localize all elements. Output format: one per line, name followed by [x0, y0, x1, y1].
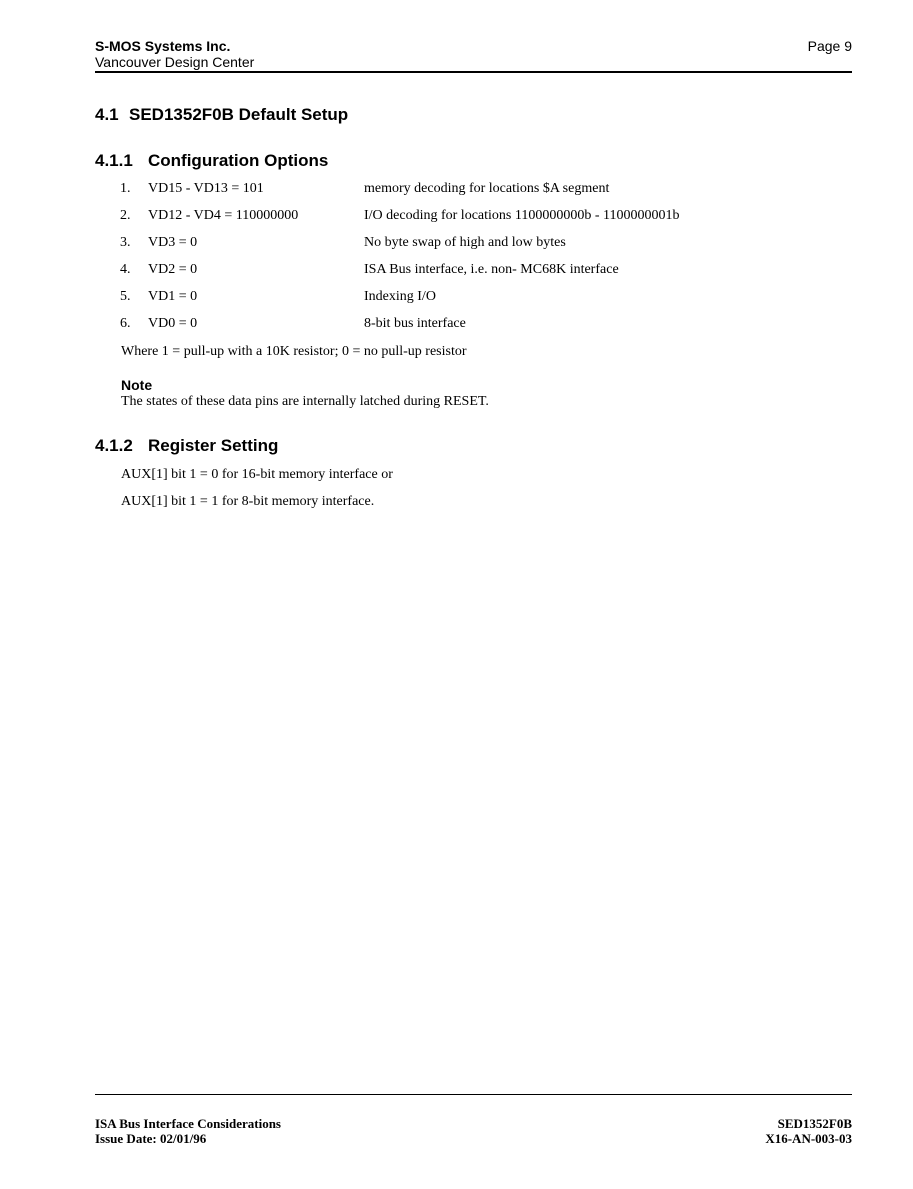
option-number: 6.	[120, 316, 131, 331]
header-page-number: Page 9	[807, 38, 852, 54]
option-setting: VD2 = 0	[148, 262, 198, 277]
header-company: S-MOS Systems Inc.	[95, 38, 231, 54]
option-setting: VD0 = 0	[148, 316, 198, 331]
option-setting: VD1 = 0	[148, 289, 198, 304]
config-title: Configuration Options	[148, 151, 329, 170]
option-setting: VD15 - VD13 = 101	[148, 181, 264, 196]
footer-part-number: SED1352F0B	[777, 1116, 852, 1131]
config-options-list	[0, 181, 913, 343]
option-description: ISA Bus interface, i.e. non- MC68K interface	[364, 262, 619, 277]
header-rule	[95, 71, 852, 73]
option-description: No byte swap of high and low bytes	[364, 235, 566, 250]
option-setting: VD12 - VD4 = 110000000	[148, 208, 299, 223]
option-description: 8-bit bus interface	[364, 316, 466, 331]
register-number: 4.1.2	[95, 436, 133, 455]
option-description: memory decoding for locations $A segment	[364, 181, 610, 196]
option-row-6	[0, 316, 913, 343]
config-heading	[95, 151, 328, 171]
option-row-5	[0, 289, 913, 316]
register-title: Register Setting	[148, 436, 279, 455]
option-number: 1.	[120, 181, 131, 196]
option-number: 5.	[120, 289, 131, 304]
option-number: 3.	[120, 235, 131, 250]
header-department: Vancouver Design Center	[95, 54, 255, 70]
option-number: 2.	[120, 208, 131, 223]
option-row-4	[0, 262, 913, 289]
section-heading	[95, 105, 348, 125]
option-row-3	[0, 235, 913, 262]
option-row-2	[0, 208, 913, 235]
option-description: I/O decoding for locations 1100000000b - 1100000001b	[364, 208, 680, 223]
note-text: The states of these data pins are internally latched during RESET.	[121, 394, 489, 409]
config-number: 4.1.1	[95, 151, 133, 170]
section-number: 4.1	[95, 105, 119, 124]
pullup-legend: Where 1 = pull-up with a 10K resistor; 0 = no pull-up resistor	[121, 344, 467, 359]
option-row-1	[0, 181, 913, 208]
option-number: 4.	[120, 262, 131, 277]
register-line-2: AUX[1] bit 1 = 1 for 8-bit memory interface.	[121, 494, 375, 509]
register-line-1: AUX[1] bit 1 = 0 for 16-bit memory interface or	[121, 467, 393, 482]
footer-doc-number: X16-AN-003-03	[765, 1131, 852, 1146]
option-description: Indexing I/O	[364, 289, 436, 304]
footer-issue-date: Issue Date: 02/01/96	[95, 1131, 207, 1146]
register-heading	[95, 436, 278, 456]
section-title: SED1352F0B Default Setup	[129, 105, 349, 124]
footer-rule	[95, 1094, 852, 1095]
option-setting: VD3 = 0	[148, 235, 198, 250]
footer-doc-title: ISA Bus Interface Considerations	[95, 1116, 281, 1131]
note-title: Note	[121, 377, 153, 393]
